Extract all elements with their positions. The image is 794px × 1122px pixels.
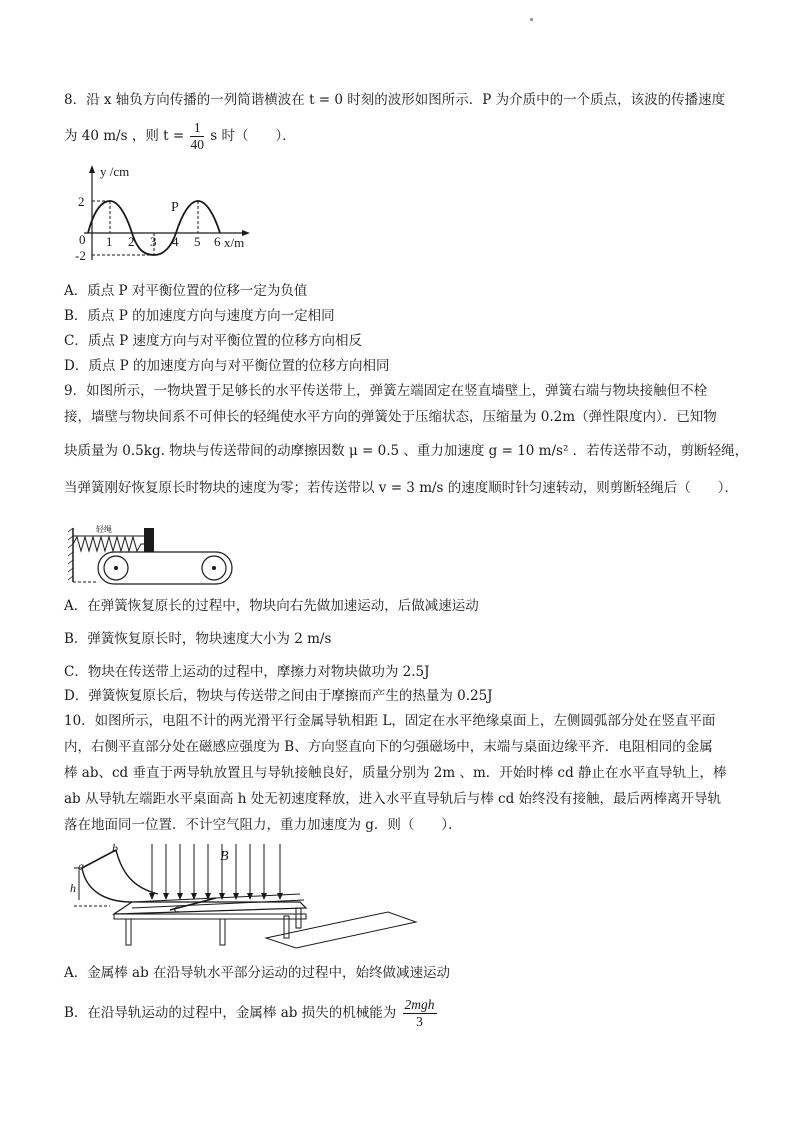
q10-option-b-fraction xyxy=(403,997,437,1030)
q8-fraction-den: 40 xyxy=(190,137,204,152)
y-axis-arrow-icon xyxy=(89,165,95,173)
y-tick-neg2: -2 xyxy=(75,248,86,263)
origin-label: 0 xyxy=(79,232,86,247)
point-p-label: P xyxy=(171,200,179,215)
field-arrowheads xyxy=(149,893,283,900)
field-arrows xyxy=(152,844,280,898)
q9-stem-line4: 当弹簧刚好恢复原长时物块的速度为零；若传送带以 v = 3 m/s 的速度顺时针匀速转动，则剪断轻绳后（ ）． xyxy=(64,480,739,496)
q10-option-b-den: 3 xyxy=(416,1014,423,1029)
q9-conveyor-figure xyxy=(66,522,242,588)
q10-rail-figure xyxy=(70,840,418,952)
rope-label: 轻绳 xyxy=(96,525,112,534)
top-mark xyxy=(530,18,533,21)
q8-wave-graph xyxy=(74,162,264,272)
left-pulley-axle xyxy=(114,566,118,570)
q9-option-b: B．弹簧恢复原长时，物块速度大小为 2 m/s xyxy=(64,631,332,647)
q8-stem-line2-post: s 时（ ）． xyxy=(210,128,296,144)
label-h: h xyxy=(70,881,76,895)
x-tick-6: 6 xyxy=(214,234,221,249)
table-top xyxy=(114,902,306,914)
q10-stem-line2: 内，右侧平直部分处在磁感应强度为 B、方向竖直向下的匀强磁场中，末端与桌面边缘平齐．电阻相同的金属 xyxy=(64,739,713,755)
x-tick-5: 5 xyxy=(194,234,201,249)
q9-stem-line2: 接，墙壁与物块间系不可伸长的轻绳使水平方向的弹簧处于压缩状态，压缩量为 0.2m（弹性限度内）．已知物 xyxy=(64,409,717,425)
field-label: B xyxy=(220,849,229,864)
x-tick-4: 4 xyxy=(172,234,179,249)
q8-fraction xyxy=(190,120,204,153)
q9-option-c: C．物块在传送带上运动的过程中，摩擦力对物块做功为 2.5J xyxy=(64,664,430,680)
q9-option-d: D．弹簧恢复原长后，物块与传送带之间由于摩擦而产生的热量为 0.25J xyxy=(64,688,493,704)
y-tick-2: 2 xyxy=(78,194,85,209)
table-edge xyxy=(114,914,306,919)
q10-stem-line3: 棒 ab、cd 垂直于两导轨放置且与导轨接触良好，质量分别为 2m 、m．开始时棒 cd 静止在水平直导轨上，棒 xyxy=(64,765,727,781)
left-rail-curve xyxy=(82,868,132,902)
table-leg-4 xyxy=(296,908,301,928)
x-tick-1: 1 xyxy=(106,234,113,249)
q10-option-b-num: 2mgh xyxy=(404,997,435,1012)
spring xyxy=(73,537,144,551)
q9-stem-line1: 9．如图所示，一物块置于足够长的水平传送带上，弹簧左端固定在竖直墙壁上，弹簧右端与物块接触但不栓 xyxy=(64,383,708,399)
q10-stem-line4: ab 从导轨左端距水平桌面高 h 处无初速度释放，进入水平直导轨后与棒 cd 始终没有接触，最后两棒离开导轨 xyxy=(64,791,722,807)
q8-option-c: C．质点 P 速度方向与对平衡位置的位移方向相反 xyxy=(64,333,362,349)
q10-option-a: A．金属棒 ab 在沿导轨水平部分运动的过程中，始终做减速运动 xyxy=(64,965,451,981)
q8-stem-line2-pre: 为 40 m/s ，则 t = xyxy=(64,128,185,144)
q10-stem-line1: 10．如图所示，电阻不计的两光滑平行金属导轨相距 L，固定在水平绝缘桌面上，左侧圆弧部分处在竖直平面 xyxy=(64,713,716,729)
q8-option-d: D．质点 P 的加速度方向与对平衡位置的位移方向相同 xyxy=(64,358,390,374)
label-b: b xyxy=(112,841,118,855)
q9-stem-line3: 块质量为 0.5kg. 物块与传送带间的动摩擦因数 μ = 0.5 、重力加速度 g = 10 m/s² ．若传送带不动，剪断轻绳， xyxy=(64,443,749,459)
right-pulley-axle xyxy=(212,566,216,570)
y-axis-label: y /cm xyxy=(100,164,130,179)
table-leg-1 xyxy=(126,919,131,945)
x-axis-label: x/m xyxy=(224,235,245,250)
q10-option-b-text: B．在沿导轨运动的过程中，金属棒 ab 损失的机械能为 xyxy=(64,1005,397,1021)
q8-option-b: B．质点 P 的加速度方向与速度方向一定相同 xyxy=(64,308,335,324)
q10-stem-line5: 落在地面同一位置．不计空气阻力，重力加速度为 g．则（ ）． xyxy=(64,817,462,833)
q8-stem-line1: 8．沿 x 轴负方向传播的一列简谐横波在 t = 0 时刻的波形如图所示．P 为介质中的一个质点，该波的传播速度 xyxy=(64,92,726,108)
q10-option-b xyxy=(64,994,439,1032)
q8-fraction-num: 1 xyxy=(190,120,204,137)
q8-stem-line2 xyxy=(64,116,296,156)
label-c: c xyxy=(174,901,180,915)
table-leg-2 xyxy=(220,919,225,945)
q8-option-a: A．质点 P 对平衡位置的位移一定为负值 xyxy=(64,283,308,299)
rod-ab xyxy=(82,850,116,868)
q9-option-a: A．在弹簧恢复原长的过程中，物块向右先做加速运动，后做减速运动 xyxy=(64,598,479,614)
block xyxy=(144,528,154,552)
x-tick-2: 2 xyxy=(128,234,135,249)
label-a: a xyxy=(78,859,84,873)
x-tick-3: 3 xyxy=(150,234,157,249)
